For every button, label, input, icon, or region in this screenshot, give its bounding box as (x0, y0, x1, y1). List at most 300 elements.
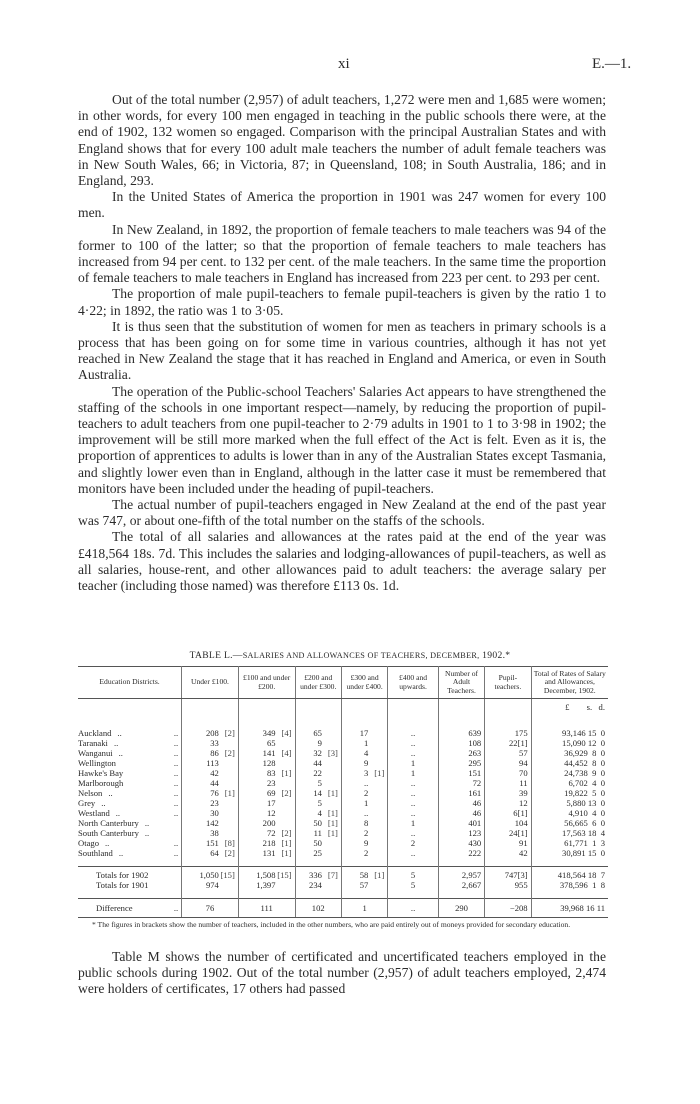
table-cell: 430 (438, 838, 484, 848)
table-cell: 104 (485, 818, 531, 828)
secondary-count: [15] (277, 870, 292, 881)
table-cell (238, 808, 295, 818)
units-row (78, 699, 608, 713)
table-cell (295, 778, 341, 788)
table-cell (295, 758, 341, 768)
cell-value: .. (364, 808, 369, 819)
leader-dots: .. (173, 808, 179, 819)
table-cell: 102 (295, 899, 341, 918)
table-cell (295, 880, 341, 890)
district-cell (78, 838, 182, 848)
table-cell (182, 880, 239, 890)
district-cell (78, 828, 182, 838)
leader-dots: .. (144, 818, 150, 829)
table-cell: 5 (388, 867, 439, 881)
table-cell (182, 838, 239, 848)
secondary-count: [1] (374, 870, 385, 881)
table-cell: 5,880 13 0 (566, 798, 605, 809)
page-number: xi (338, 56, 350, 72)
table-row (78, 728, 608, 738)
table-cell: 39,968 16 11 (531, 899, 608, 918)
leader-dots: .. (108, 788, 113, 799)
cell-value: .. (364, 778, 369, 789)
secondary-count: [1] (327, 808, 338, 819)
leader-dots: .. (173, 758, 179, 769)
table-cell: 61,771 1 3 (564, 838, 605, 849)
salaries-table (78, 666, 608, 918)
table-cell: 76 (182, 899, 239, 918)
secondary-count: [2] (224, 728, 235, 739)
secondary-count: [1] (224, 788, 235, 799)
table-cell (341, 778, 387, 788)
table-cell (182, 758, 239, 768)
secondary-count: [4] (281, 748, 292, 759)
table-row (78, 838, 608, 848)
table-cell: 175 (485, 728, 531, 738)
cell-value: 128 (262, 758, 276, 769)
district-name: Auckland (78, 728, 112, 739)
table-cell (238, 867, 295, 881)
table-cell: 1 (388, 768, 439, 778)
table-cell (182, 867, 239, 881)
table-cell (341, 758, 387, 768)
leader-dots: .. (173, 748, 179, 759)
cell-value: 17 (359, 728, 369, 739)
cell-value: 76 (210, 788, 219, 799)
table-cell: 93,146 15 0 (562, 728, 605, 739)
cell-value: 4 (364, 748, 369, 759)
district-name: Westland (78, 808, 110, 819)
table-cell (238, 788, 295, 798)
table-cell: 378,596 1 8 (559, 880, 605, 891)
table-cell: 36,929 8 0 (564, 748, 605, 759)
secondary-count: [4] (281, 728, 292, 739)
secondary-count: [1] (327, 818, 338, 829)
cell-value: 1,508 (256, 870, 276, 881)
page-header (0, 56, 700, 76)
table-cell (238, 880, 295, 890)
body-text-continued (78, 949, 606, 998)
table-cell (295, 848, 341, 858)
table-cell: 263 (438, 748, 484, 758)
totals-label: Totals for 1902 (78, 867, 182, 881)
district-cell (78, 788, 182, 798)
table-cell (238, 768, 295, 778)
paragraph: Table M shows the number of certificated and uncertificated teachers employed in the public schools during 1902. Out of the total number (2,957) of adult teachers employed, 2,474 were holders of certificates, 17 others had passed (78, 949, 606, 997)
table-cell: 2,957 (438, 867, 484, 881)
table-cell: 295 (438, 758, 484, 768)
cell-value: 57 (359, 880, 369, 891)
district-name: Wanganui (78, 748, 113, 759)
table-cell: 24,738 9 0 (564, 768, 605, 779)
table-row (78, 818, 608, 828)
body-text (78, 92, 606, 594)
table-cell (295, 828, 341, 838)
table-row (78, 748, 608, 758)
district-cell (78, 748, 182, 758)
table-cell: 4,910 4 0 (568, 808, 605, 819)
table-cell (341, 748, 387, 758)
totals-row (78, 867, 608, 881)
difference-label: Difference (96, 903, 133, 914)
cell-value: 1,397 (256, 880, 276, 891)
table-cell: .. (388, 808, 439, 818)
district-name: Nelson (78, 788, 103, 799)
table-cell (295, 788, 341, 798)
table-cell: 747[3] (485, 867, 531, 881)
table-row (78, 758, 608, 768)
cell-value: 141 (262, 748, 276, 759)
cell-value: 50 (313, 818, 322, 829)
leader-dots: .. (173, 903, 179, 914)
cell-value: 22 (313, 768, 322, 779)
cell-value: 2 (364, 848, 369, 859)
cell-value: 83 (266, 768, 276, 779)
district-cell (78, 738, 182, 748)
table-cell: 24[1] (485, 828, 531, 838)
table-cell: 12 (485, 798, 531, 808)
table-cell: 94 (485, 758, 531, 768)
leader-dots: .. (173, 848, 179, 859)
table-cell (295, 838, 341, 848)
table-caption-suffix: 1902.* (479, 650, 511, 661)
table-cell: 15,090 12 0 (562, 738, 605, 749)
cell-value: 12 (266, 808, 276, 819)
table-cell (238, 778, 295, 788)
table-cell (238, 748, 295, 758)
district-name: Taranaki (78, 738, 108, 749)
cell-value: 69 (266, 788, 276, 799)
secondary-count: [2] (281, 828, 292, 839)
district-name: Otago (78, 838, 100, 849)
paragraph: The proportion of male pupil-teachers to female pupil-teachers is given by the ratio 1 to 4·22; in 1892, the ratio was 1 to 3·05. (78, 286, 606, 318)
secondary-count: [1] (281, 838, 292, 849)
table-cell: 91 (485, 838, 531, 848)
cell-value: 5 (317, 778, 322, 789)
table-cell (295, 867, 341, 881)
paragraph: The operation of the Public-school Teachers' Salaries Act appears to have strengthened the staffing of the schools in one important respect—namely, by reducing the proportion of pupil-teachers to adult teachers from one pupil-teacher to 2·79 adults in 1901 to 1 to 3·98 in 1902; the improvement will be still more marked when the full effect of the Act is felt. Even as it is, the proportion of apprentices to adults is lower than in any of the Australian States except Tasmania, and slightly lower even than in England, although in the latter case it must be remembered that monitors have been included under the heading of pupil-teachers. (78, 383, 606, 496)
table-cell (238, 818, 295, 828)
leader-dots: .. (144, 828, 150, 839)
table-cell (182, 808, 239, 818)
secondary-count: [2] (224, 848, 235, 859)
table-caption-title: SALARIES AND ALLOWANCES OF TEACHERS, DECEMBER, (242, 651, 480, 660)
cell-value: 30 (210, 808, 219, 819)
col-header-under100: Under £100. (182, 667, 239, 699)
cell-value: 32 (313, 748, 322, 759)
table-cell (295, 738, 341, 748)
table-cell: 2,667 (438, 880, 484, 890)
table-cell (295, 748, 341, 758)
district-name: South Canterbury (78, 828, 139, 839)
cell-value: 23 (266, 778, 276, 789)
table-cell: 123 (438, 828, 484, 838)
table-cell (182, 738, 239, 748)
secondary-count: [1] (374, 768, 385, 779)
table-row (78, 768, 608, 778)
secondary-count: [3] (327, 748, 338, 759)
secondary-count: [1] (281, 768, 292, 779)
table-cell: .. (388, 798, 439, 808)
table-cell: 19,822 5 0 (564, 788, 605, 799)
district-name: Southland (78, 848, 113, 859)
cell-value: 336 (309, 870, 322, 881)
table-row (78, 798, 608, 808)
cell-value: 25 (313, 848, 322, 859)
leader-dots: .. (118, 748, 123, 759)
table-row (78, 778, 608, 788)
spacer-row (78, 858, 608, 867)
table-cell (295, 728, 341, 738)
table-cell: 46 (438, 808, 484, 818)
table-cell (341, 738, 387, 748)
totals-label: Totals for 1901 (78, 880, 182, 890)
district-cell (78, 798, 182, 808)
secondary-count: [15] (220, 870, 235, 881)
col-header-300: £300 and under £400. (341, 667, 387, 699)
paragraph: In the United States of America the proportion in 1901 was 247 women for every 100 men. (78, 189, 606, 221)
cell-value: 17 (266, 798, 276, 809)
paragraph: In New Zealand, in 1892, the proportion of female teachers to male teachers was 94 of the former to 100 of the latter; so that the proportion of female teachers to male teachers has increased from 94 per cent. to 132 per cent. of the male teachers. In the same time the proportion of female teachers to male teachers in England has increased from 223 per cent. to 293 per cent. (78, 221, 606, 286)
document-reference: E.—1. (592, 56, 632, 72)
table-cell: 46 (438, 798, 484, 808)
table-row (78, 738, 608, 748)
table-cell (341, 838, 387, 848)
cell-value: 3 (364, 768, 369, 779)
cell-value: 151 (205, 838, 219, 849)
table-cell (238, 828, 295, 838)
leader-dots: .. (173, 728, 179, 739)
table-cell: 6,702 4 0 (568, 778, 605, 789)
paragraph: The actual number of pupil-teachers engaged in New Zealand at the end of the past year was 747, or about one-fifth of the total number on the staffs of the schools. (78, 497, 606, 529)
table-cell (295, 798, 341, 808)
table-cell (238, 738, 295, 748)
district-name: Hawke's Bay (78, 768, 124, 779)
table-cell (238, 798, 295, 808)
table-cell: 290 (438, 899, 484, 918)
table-cell (295, 768, 341, 778)
table-cell: 30,891 15 0 (562, 848, 605, 859)
table-cell: 39 (485, 788, 531, 798)
cell-value: 33 (210, 738, 219, 749)
table-cell (182, 778, 239, 788)
table-cell (182, 728, 239, 738)
leader-dots: .. (173, 768, 179, 779)
cell-value: 208 (205, 728, 219, 739)
leader-dots: .. (173, 798, 179, 809)
spacer-row (78, 890, 608, 899)
table-cell (295, 808, 341, 818)
table-cell (341, 788, 387, 798)
cell-value: 23 (210, 798, 219, 809)
table-row (78, 808, 608, 818)
table-cell (341, 828, 387, 838)
cell-value: 11 (313, 828, 322, 839)
cell-value: 14 (313, 788, 322, 799)
col-header-district: Education Districts. (78, 667, 182, 699)
cell-value: 44 (210, 778, 219, 789)
table-cell (341, 880, 387, 890)
col-header-adult: Number of Adult Teachers. (438, 667, 484, 699)
leader-dots: .. (173, 778, 179, 789)
secondary-count: [1] (281, 848, 292, 859)
table-cell: 57 (485, 748, 531, 758)
cell-value: 44 (313, 758, 322, 769)
table-cell: 5 (388, 880, 439, 890)
cell-value: 58 (359, 870, 369, 881)
col-header-400: £400 and upwards. (388, 667, 439, 699)
table-cell: 22[1] (485, 738, 531, 748)
leader-dots: .. (173, 838, 179, 849)
district-name: Wellington (78, 758, 116, 769)
col-header-200: £200 and under £300. (295, 667, 341, 699)
table-caption-prefix: TABLE L.— (189, 650, 243, 661)
cell-value: 65 (313, 728, 322, 739)
cell-value: 42 (210, 768, 219, 779)
difference-row (78, 899, 608, 918)
table-cell: 2 (388, 838, 439, 848)
cell-value: 5 (317, 798, 322, 809)
leader-dots: .. (113, 738, 119, 749)
table-cell (238, 838, 295, 848)
table-row (78, 828, 608, 838)
cell-value: 50 (313, 838, 322, 849)
cell-value: 65 (266, 738, 276, 749)
leader-dots: .. (117, 728, 122, 739)
table-cell: 44,452 8 0 (564, 758, 605, 769)
table-cell: 1 (388, 818, 439, 828)
cell-value: 1,050 (199, 870, 219, 881)
paragraph: The total of all salaries and allowances at the rates paid at the end of the year was £418,564 18s. 7d. This includes the salaries and lodging-allowances of pupil-teachers, as well as all salaries, house-rent, and other allowances paid to adult teachers: the average salary per teacher (including those named) was therefore £113 0s. 1d. (78, 529, 606, 594)
district-name: North Canterbury (78, 818, 139, 829)
cell-value: 349 (262, 728, 276, 739)
col-header-total: Total of Rates of Salary and Allowances, December, 1902. (531, 667, 608, 699)
table-cell: .. (388, 788, 439, 798)
table-cell (341, 808, 387, 818)
table-cell (238, 848, 295, 858)
col-header-pupil: Pupil-teachers. (485, 667, 531, 699)
table-cell (182, 768, 239, 778)
cell-value: 8 (364, 818, 369, 829)
district-cell (78, 728, 182, 738)
table-cell: 151 (438, 768, 484, 778)
leader-dots: .. (101, 798, 106, 809)
table-cell: 17,563 18 4 (562, 828, 605, 839)
table-cell (182, 828, 239, 838)
table-cell: .. (388, 899, 439, 918)
paragraph: Out of the total number (2,957) of adult teachers, 1,272 were men and 1,685 were women; in other words, for every 100 men engaged in teaching in the public schools there were, at the end of 1902, 132 women so engaged. Comparison with the principal Australian States and with England shows that for every 100 adult male teachers the number of adult female teachers was in New South Wales, 66; in Victoria, 87; in Queensland, 108; in South Australia, 186; and in England, 293. (78, 92, 606, 189)
table-cell: −208 (485, 899, 531, 918)
table-caption (0, 650, 700, 661)
secondary-count: [8] (224, 838, 235, 849)
table-header-row (78, 667, 608, 699)
table-cell: .. (388, 748, 439, 758)
spacer-row (78, 712, 608, 728)
table-cell (182, 848, 239, 858)
cell-value: 234 (309, 880, 322, 891)
table-cell (341, 768, 387, 778)
table-cell: 11 (485, 778, 531, 788)
difference-label-cell (78, 899, 182, 918)
table-footnote: * The figures in brackets show the number of teachers, included in the other numbers, who are paid entirely out of moneys provided for secondary education. (92, 920, 571, 929)
table-cell (341, 798, 387, 808)
table-cell: 108 (438, 738, 484, 748)
table-row (78, 788, 608, 798)
district-cell (78, 768, 182, 778)
leader-dots: .. (173, 788, 179, 799)
table-cell: 6[1] (485, 808, 531, 818)
cell-value: 974 (205, 880, 219, 891)
cell-value: 1 (364, 738, 369, 749)
table-cell (182, 818, 239, 828)
table-cell: 639 (438, 728, 484, 738)
table-cell: 111 (238, 899, 295, 918)
district-cell (78, 758, 182, 768)
secondary-count: [1] (327, 788, 338, 799)
table-cell: 401 (438, 818, 484, 828)
table-cell (182, 748, 239, 758)
district-name: Grey (78, 798, 96, 809)
leader-dots: .. (118, 848, 124, 859)
table-cell: 56,665 6 0 (564, 818, 605, 829)
district-cell (78, 778, 182, 788)
table-cell (238, 758, 295, 768)
district-cell (78, 808, 182, 818)
cell-value: 113 (206, 758, 219, 769)
table-cell: 70 (485, 768, 531, 778)
leader-dots: .. (115, 808, 121, 819)
leader-dots: .. (173, 738, 179, 749)
table-cell (341, 728, 387, 738)
table-cell (295, 818, 341, 828)
district-cell (78, 848, 182, 858)
totals-row (78, 880, 608, 890)
table-cell: .. (388, 738, 439, 748)
table-cell (182, 798, 239, 808)
paragraph: It is thus seen that the substitution of women for men as teachers in primary schools is a process that has been going on for some time in various countries, although it has not yet reached in New Zealand the stage that it has reached in England and America, or even in South Australia. (78, 318, 606, 383)
table-cell (341, 848, 387, 858)
table-cell: .. (388, 848, 439, 858)
leader-dots: .. (105, 838, 110, 849)
table-cell: 42 (485, 848, 531, 858)
table-cell: 72 (438, 778, 484, 788)
table-cell (238, 728, 295, 738)
table-cell: .. (388, 828, 439, 838)
secondary-count: [2] (281, 788, 292, 799)
table-cell: 222 (438, 848, 484, 858)
cell-value: 1 (364, 798, 369, 809)
cell-value: 4 (317, 808, 322, 819)
cell-value: 9 (364, 758, 369, 769)
cell-value: 2 (364, 828, 369, 839)
col-header-100: £100 and under £200. (238, 667, 295, 699)
currency-units: £ s. d. (565, 702, 605, 713)
table-cell: .. (388, 728, 439, 738)
table-cell (182, 788, 239, 798)
cell-value: 218 (262, 838, 276, 849)
table-cell: .. (388, 778, 439, 788)
table-cell (341, 818, 387, 828)
secondary-count: [7] (327, 870, 338, 881)
cell-value: 2 (364, 788, 369, 799)
cell-value: 38 (210, 828, 219, 839)
cell-value: 131 (262, 848, 276, 859)
secondary-count: [2] (224, 748, 235, 759)
district-name: Marlborough (78, 778, 124, 789)
table-cell: 161 (438, 788, 484, 798)
cell-value: 200 (262, 818, 276, 829)
table-cell: 418,564 18 7 (531, 867, 608, 881)
